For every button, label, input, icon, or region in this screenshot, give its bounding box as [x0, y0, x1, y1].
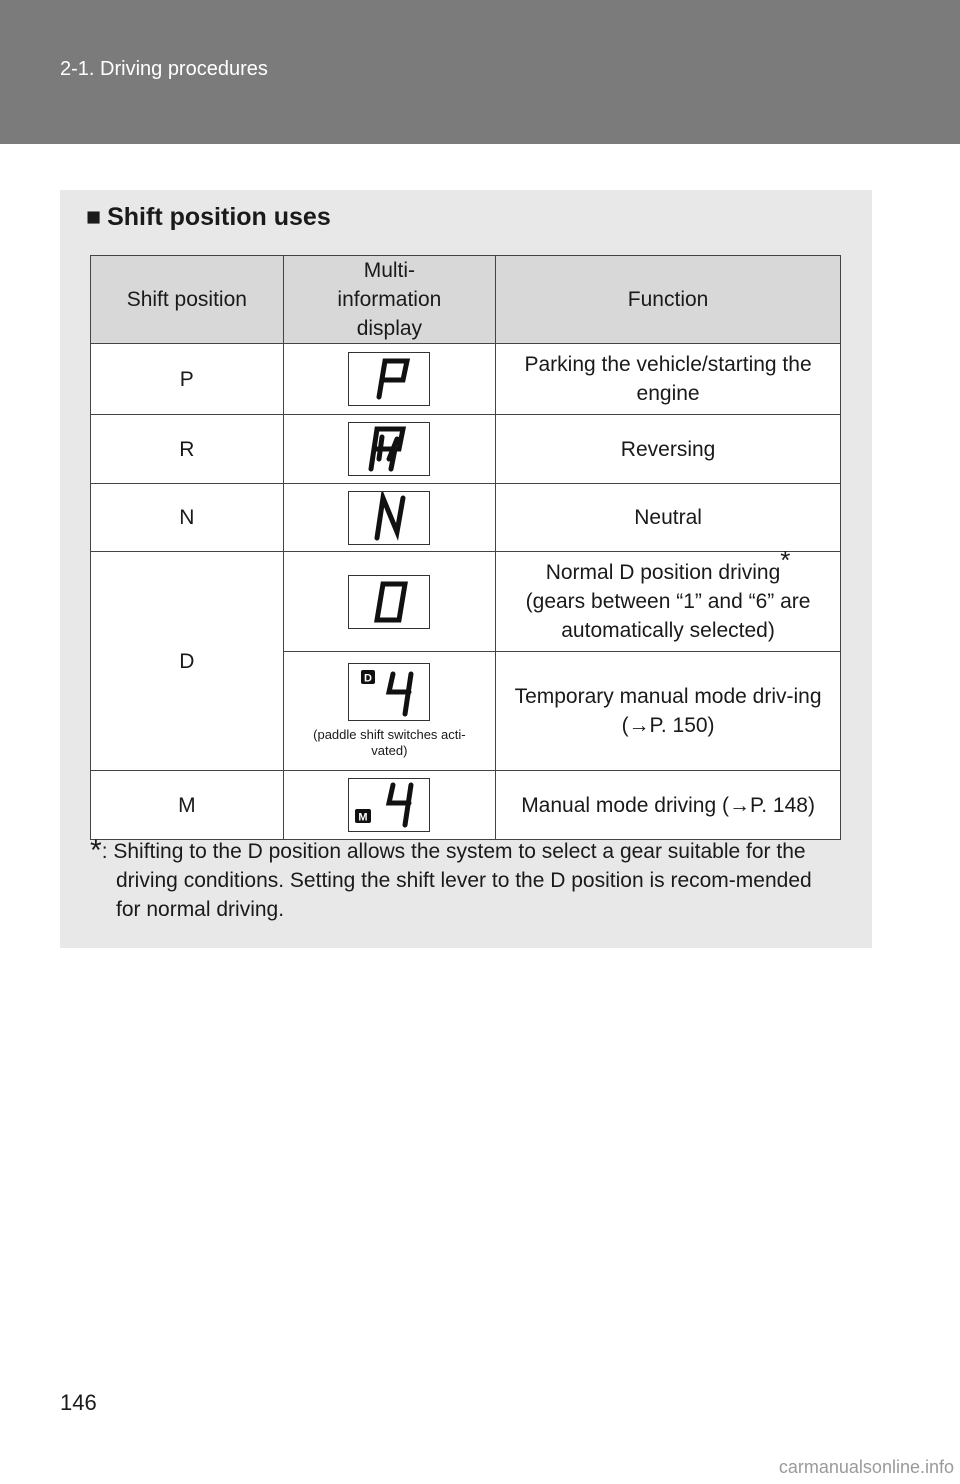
table-row: [91, 484, 841, 552]
asterisk-mark: *: [780, 545, 791, 575]
lcd-R-icon: [348, 422, 430, 476]
cell-display: [283, 552, 496, 652]
section-title: 2-1. Driving procedures: [60, 58, 268, 80]
header-display: Multi-information display: [283, 256, 496, 344]
cell-function: Temporary manual mode driv-ing (→P. 150): [496, 652, 841, 771]
cell-display: [283, 415, 496, 484]
cell-display: [283, 652, 496, 771]
cell-function: Manual mode driving (→P. 148): [496, 771, 841, 840]
cell-display: [283, 484, 496, 552]
footnote: [90, 836, 842, 924]
footnote-asterisk: *: [90, 834, 102, 867]
cell-position: N: [91, 484, 284, 552]
header-function: Function: [496, 256, 841, 344]
cell-function: Reversing: [496, 415, 841, 484]
header-shift-position: Shift position: [91, 256, 284, 344]
table-row: [91, 415, 841, 484]
display-caption: (paddle shift switches acti-vated): [313, 727, 466, 758]
cell-position: D: [91, 552, 284, 771]
table-row: [91, 771, 841, 840]
lcd-D-icon: [348, 575, 430, 629]
cell-position: P: [91, 344, 284, 415]
lcd-M-badge-4-icon: [348, 778, 430, 832]
shift-table: [90, 255, 841, 840]
cell-function: Normal D position driving* (gears between “1” and “6” are automatically selected): [496, 552, 841, 652]
panel-heading: [86, 203, 331, 232]
cell-position: M: [91, 771, 284, 840]
cell-display: [283, 771, 496, 840]
svg-text:D: D: [364, 672, 373, 685]
table-row: [91, 344, 841, 415]
table-row: [91, 552, 841, 652]
lcd-D-badge-4-icon: [348, 663, 430, 721]
footnote-text: : Shifting to the D position allows the system to select a gear suitable for the driving conditions. Setting the shift lever to the D position is recom-mended for normal driving.: [101, 840, 812, 921]
lcd-P-icon: [348, 352, 430, 406]
watermark[interactable]: carmanualsonline.info: [778, 1457, 954, 1477]
panel-heading-title: Shift position uses: [107, 203, 331, 231]
svg-text:M: M: [358, 811, 368, 824]
table-header-row: [91, 256, 841, 344]
square-bullet-icon: ■: [86, 203, 102, 231]
page-number: 146: [60, 1390, 97, 1415]
cell-display: [283, 344, 496, 415]
cell-position: R: [91, 415, 284, 484]
lcd-N-icon: [348, 491, 430, 545]
cell-function: Neutral: [496, 484, 841, 552]
cell-function: Parking the vehicle/starting the engine: [496, 344, 841, 415]
